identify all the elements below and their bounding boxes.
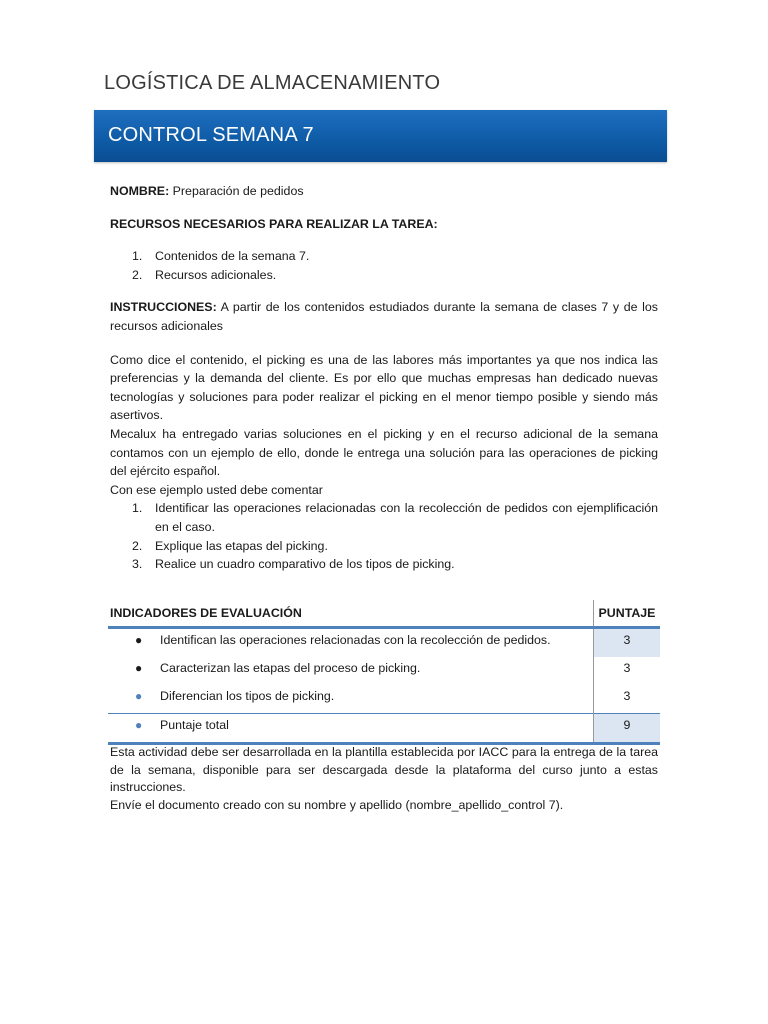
score-cell: 3: [594, 657, 661, 685]
list-item: [110, 499, 658, 536]
list-item: [110, 266, 658, 285]
score-column-header: PUNTAJE: [594, 600, 661, 628]
instructions-line: [110, 298, 658, 335]
table-row: [108, 685, 660, 714]
list-item: [110, 537, 658, 556]
paragraph-submission: Esta actividad debe ser desarrollada en la plantilla establecida por IACC para la entrega de la tarea de la semana, disponible para ser descargada desde la plataforma del curso junto a estas instrucciones.: [110, 745, 658, 794]
table-row: [108, 628, 660, 658]
list-item-number: 1.: [132, 249, 143, 264]
list-item: [110, 247, 658, 266]
course-title: LOGÍSTICA DE ALMACENAMIENTO: [104, 72, 441, 94]
bullet-icon: ●: [135, 661, 143, 675]
list-item-text: Recursos adicionales.: [155, 267, 277, 282]
score-cell: 3: [594, 685, 661, 714]
indicator-text: Puntaje total: [160, 718, 229, 732]
closing-section: [110, 744, 658, 814]
name-line: [110, 182, 658, 201]
instructions-text: A partir de los contenidos estudiados durante la semana de clases 7 y de los recursos adicionales: [110, 300, 658, 333]
paragraph-mecalux: Mecalux ha entregado varias soluciones en el picking y en el recurso adicional de la semana contamos con un ejemplo de ello, donde le entrega una solución para las operaciones de picking del ejército español.: [110, 426, 658, 479]
resources-list: [110, 247, 658, 284]
paragraph-filename: Envíe el documento creado con su nombre y apellido (nombre_apellido_control 7).: [110, 797, 564, 812]
total-score-cell: 9: [594, 714, 661, 744]
table-row-total: [108, 714, 660, 744]
indicator-cell: [108, 657, 594, 685]
bullet-icon: ●: [135, 718, 143, 732]
indicator-text: Identifican las operaciones relacionadas con la recolección de pedidos.: [160, 633, 551, 647]
score-cell: 3: [594, 628, 661, 658]
list-item-number: 2.: [132, 267, 143, 282]
name-value: Preparación de pedidos: [172, 184, 304, 198]
bullet-icon: ●: [135, 689, 143, 703]
table-header-row: [108, 600, 660, 628]
instructions-label: INSTRUCCIONES:: [110, 300, 217, 315]
resources-heading: RECURSOS NECESARIOS PARA REALIZAR LA TAREA:: [110, 216, 438, 231]
banner-title: CONTROL SEMANA 7: [108, 124, 314, 146]
indicator-cell: [108, 714, 594, 744]
list-item-number: 1.: [132, 501, 143, 516]
list-item-number: 2.: [132, 538, 143, 553]
document-body: [110, 182, 658, 574]
indicator-column-header: INDICADORES DE EVALUACIÓN: [110, 606, 302, 620]
list-item-text: Realice un cuadro comparativo de los tipos de picking.: [155, 557, 455, 572]
list-item-text: Explique las etapas del picking.: [155, 538, 328, 553]
paragraph-picking-intro: Como dice el contenido, el picking es una de las labores más importantes ya que nos indica las preferencias y la demanda del cliente. Es por ello que muchas empresas han dedicado nuevas tecnologías y soluciones para poder realizar el picking en el menor tiempo posible y siendo más asertivos.: [110, 352, 658, 423]
evaluation-table: [108, 600, 660, 745]
indicator-text: Diferencian los tipos de picking.: [160, 689, 335, 703]
list-item: [110, 555, 658, 574]
tasks-list: [110, 499, 658, 573]
title-banner: [94, 110, 667, 162]
paragraph-comment: Con ese ejemplo usted debe comentar: [110, 482, 323, 497]
name-label: NOMBRE:: [110, 184, 170, 198]
evaluation-table-wrapper: [108, 600, 660, 745]
indicator-cell: [108, 685, 594, 714]
list-item-number: 3.: [132, 557, 143, 572]
list-item-text: Identificar las operaciones relacionadas con la recolección de pedidos con ejemplificación en el caso.: [155, 501, 658, 534]
table-row: [108, 657, 660, 685]
indicator-text: Caracterizan las etapas del proceso de picking.: [160, 661, 421, 675]
bullet-icon: ●: [135, 633, 143, 647]
list-item-text: Contenidos de la semana 7.: [155, 249, 310, 264]
indicator-cell: [108, 628, 594, 658]
